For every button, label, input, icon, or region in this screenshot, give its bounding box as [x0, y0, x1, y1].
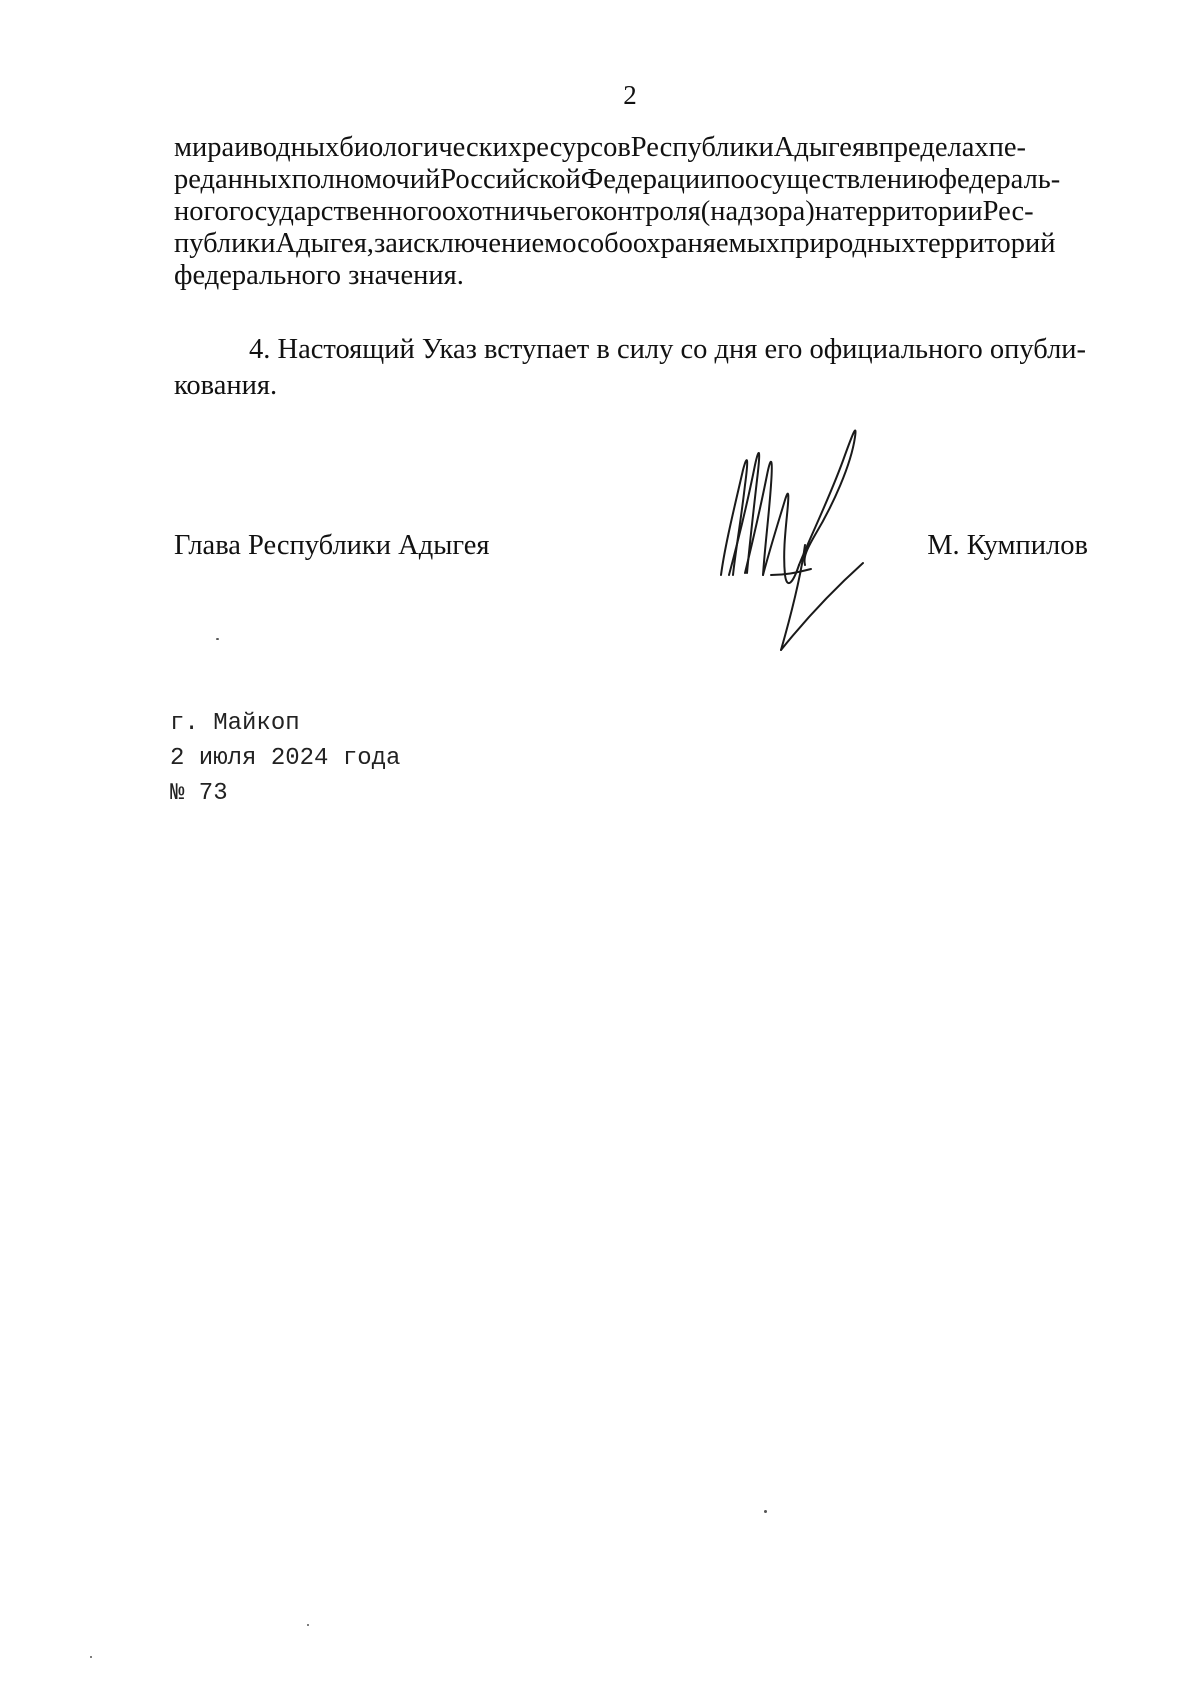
word: в — [865, 132, 879, 163]
word: водных — [249, 132, 340, 163]
word: мира — [174, 132, 235, 163]
issue-info — [170, 706, 400, 811]
paragraph-4 — [174, 332, 1089, 404]
scan-speck — [216, 638, 219, 640]
word: (надзора) — [700, 196, 815, 227]
word: пределах — [878, 132, 989, 163]
handwritten-signature — [715, 425, 895, 655]
word: федераль- — [938, 164, 1061, 195]
word: территории — [842, 196, 983, 227]
word: пе- — [988, 132, 1027, 163]
issue-place: г. Майкоп — [170, 710, 300, 737]
paragraph-line — [174, 164, 1089, 196]
word: территорий — [915, 228, 1056, 259]
issue-number: № 73 — [170, 780, 228, 807]
paragraph-line — [174, 196, 1089, 228]
word: биологических — [339, 132, 523, 163]
word: осуществлению — [744, 164, 939, 195]
paragraph-continuation — [174, 132, 1089, 292]
scan-speck — [764, 1510, 767, 1513]
word: Адыгея, — [275, 228, 374, 259]
paragraph-4-line-1: 4. Настоящий Указ вступает в силу со дня его официального опубли- — [249, 334, 1087, 365]
word: полномочий — [291, 164, 441, 195]
word: ресурсов — [522, 132, 631, 163]
paragraph-line: федерального значения. — [174, 260, 464, 291]
word: Адыгея — [773, 132, 866, 163]
word: за — [373, 228, 398, 259]
signer-title: Глава Республики Адыгея — [174, 530, 490, 561]
word: природных — [779, 228, 916, 259]
issue-date: 2 июля 2024 года — [170, 745, 401, 772]
paragraph-line — [174, 228, 1089, 260]
word: государственного — [228, 196, 442, 227]
page-number: 2 — [623, 80, 637, 110]
word: публики — [174, 228, 276, 259]
word: Российской — [440, 164, 581, 195]
paragraph-4-line-2: кования. — [174, 370, 278, 401]
word: исключением — [397, 228, 563, 259]
word: охраняемых — [632, 228, 780, 259]
word: ного — [174, 196, 229, 227]
word: по — [715, 164, 745, 195]
word: на — [814, 196, 843, 227]
word: Республики — [630, 132, 774, 163]
word: и — [234, 132, 250, 163]
word: контроля — [590, 196, 701, 227]
signer-name: М. Кумпилов — [927, 530, 1088, 561]
word: особо — [562, 228, 633, 259]
scan-speck — [90, 1656, 92, 1658]
word: Федерации — [580, 164, 716, 195]
paragraph-line — [174, 132, 1089, 164]
word: реданных — [174, 164, 292, 195]
word: охотничьего — [441, 196, 591, 227]
word: Рес- — [982, 196, 1034, 227]
scan-speck — [307, 1624, 309, 1626]
